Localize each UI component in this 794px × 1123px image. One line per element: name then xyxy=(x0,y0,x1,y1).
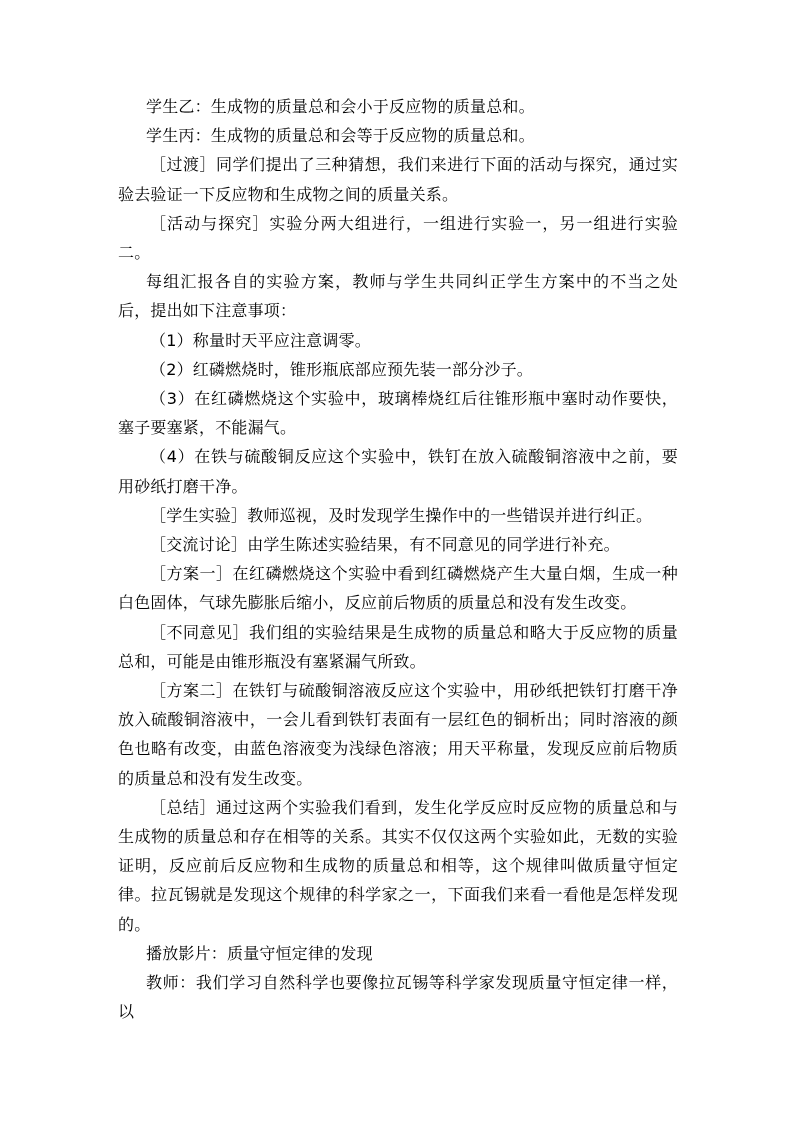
paragraph-note-1: （1）称量时天平应注意调零。 xyxy=(150,330,371,350)
paragraph-different-opinion: ［不同意见］我们组的实验结果是生成物的质量总和略大于反应物的质量总和，可能是由锥形瓶没有塞紧漏气所致。 xyxy=(118,622,678,671)
paragraph-summary: ［总结］通过这两个实验我们看到，发生化学反应时反应物的质量总和与生成物的质量总和存在相等的关系。其实不仅仅这两个实验如此，无数的实验证明，反应前后反应物和生成物的质量总和相等，这个规律叫做质量守恒定律。拉瓦锡就是发现这个规律的科学家之一，下面我们来看一看他是怎样发现的。 xyxy=(118,797,678,934)
paragraph-note-2: （2）红磷燃烧时，锥形瓶底部应预先装一部分沙子。 xyxy=(150,359,533,379)
paragraph-activity: ［活动与探究］实验分两大组进行，一组进行实验一，另一组进行实验二。 xyxy=(118,213,678,263)
paragraph-film: 播放影片：质量守恒定律的发现 xyxy=(146,943,373,963)
paragraph-student-b: 学生乙：生成物的质量总和会小于反应物的质量总和。 xyxy=(146,97,535,116)
paragraph-group-report: 每组汇报各自的实验方案，教师与学生共同纠正学生方案中的不当之处后，提出如下注意事项： xyxy=(118,272,678,321)
paragraph-note-4: （4）在铁与硫酸铜反应这个实验中，铁钉在放入硫酸铜溶液中之前，要用砂纸打磨干净。 xyxy=(118,447,678,496)
paragraph-student-experiment: ［学生实验］教师巡视，及时发现学生操作中的一些错误并进行纠正。 xyxy=(150,505,653,525)
paragraph-plan-2: ［方案二］在铁钉与硫酸铜溶液反应这个实验中，用砂纸把铁钉打磨干净放入硫酸铜溶液中，一会儿看到铁钉表面有一层红色的铜析出；同时溶液的颜色也略有改变，由蓝色溶液变为浅绿色溶液；用天平称量，发现反应前后物质的质量总和没有发生改变。 xyxy=(118,681,678,788)
paragraph-transition: ［过渡］同学们提出了三种猜想，我们来进行下面的活动与探究，通过实验去验证一下反应物和生成物之间的质量关系。 xyxy=(118,155,678,204)
paragraph-discussion: ［交流讨论］由学生陈述实验结果，有不同意见的同学进行补充。 xyxy=(150,535,620,555)
paragraph-teacher: 教师：我们学习自然科学也要像拉瓦锡等科学家发现质量守恒定律一样，以 xyxy=(118,973,678,1022)
paragraph-student-c: 学生丙：生成物的质量总和会等于反应物的质量总和。 xyxy=(146,126,535,146)
paragraph-plan-1: ［方案一］在红磷燃烧这个实验中看到红磷燃烧产生大量白烟，生成一种白色固体，气球先膨胀后缩小，反应前后物质的质量总和没有发生改变。 xyxy=(118,564,678,613)
paragraph-note-3: （3）在红磷燃烧这个实验中，玻璃棒烧红后往锥形瓶中塞时动作要快，塞子要塞紧，不能漏气。 xyxy=(118,389,678,438)
document-page xyxy=(118,92,678,1027)
